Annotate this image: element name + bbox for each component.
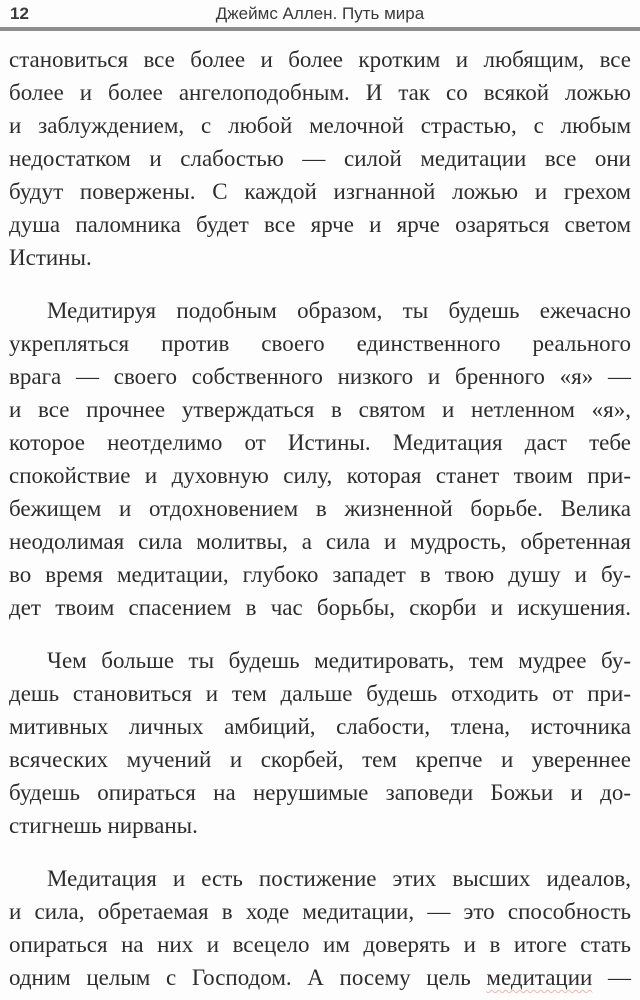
text-line: стигнешь нирваны.: [9, 813, 198, 838]
text-segment: одним целым с Господом. А посему цель: [9, 965, 487, 990]
spellcheck-marked-word: медитации: [486, 965, 593, 990]
page-text: [0, 31, 640, 994]
page-header: [0, 0, 640, 27]
paragraph: [9, 644, 631, 842]
text-line: дешь становиться и тем дальше будешь отходить от при-: [9, 681, 631, 706]
text-line: и все прочнее утверждаться в святом и нетленном «я»,: [9, 397, 631, 422]
text-line: укрепляться против своего единственного реального: [9, 331, 631, 356]
paragraph: [9, 43, 631, 274]
text-line: неодолимая сила молитвы, а сила и мудрость, обретенная: [9, 529, 631, 554]
text-line: Чем больше ты будешь медитировать, тем мудрее бу-: [47, 648, 631, 673]
text-line: дет твоим спасением в час борьбы, скорби и искушения.: [9, 595, 631, 620]
text-line: становиться все более и более кротким и любящим, все: [9, 47, 631, 72]
paragraph: [9, 294, 631, 624]
text-line: и заблуждением, с любой мелочной страстью, с любым: [9, 113, 631, 138]
text-line: врага — своего собственного низкого и бренного «я» —: [9, 364, 631, 389]
text-line: будут повержены. С каждой изгнанной ложью и грехом: [9, 179, 631, 204]
text-line: которое неотделимо от Истины. Медитация даст тебе: [9, 430, 631, 455]
text-line: Медитируя подобным образом, ты будешь ежечасно: [47, 298, 631, 323]
text-line: всяческих мучений и скорбей, тем крепче и увереннее: [9, 747, 631, 772]
text-line: более и более ангелоподобным. И так со всякой ложью: [9, 80, 631, 105]
text-line: и сила, обретаемая в ходе медитации, — это способность: [9, 899, 631, 924]
running-head: Джеймс Аллен. Путь мира: [215, 4, 425, 23]
text-line: будешь опираться на нерушимые заповеди Божьи и до-: [9, 780, 631, 805]
text-segment: —: [592, 965, 632, 990]
paragraph: [9, 862, 631, 994]
text-line: митивных личных амбиций, слабости, тлена, источника: [9, 714, 631, 739]
text-line: бежищем и отдохновением в жизненной борьбе. Велика: [9, 496, 631, 521]
text-line: душа паломника будет все ярче и ярче озаряться светом: [9, 212, 631, 237]
text-line: опираться на них и всецело им доверять и в итоге стать: [9, 932, 631, 957]
text-line: во время медитации, глубоко западет в твою душу и бу-: [9, 562, 631, 587]
text-line: недостатком и слабостью — силой медитации все они: [9, 146, 631, 171]
text-line: Истины.: [9, 245, 92, 270]
text-line: Медитация и есть постижение этих высших идеалов,: [47, 866, 631, 891]
page-number: 12: [10, 4, 29, 23]
text-line: [9, 961, 631, 994]
text-line: спокойствие и духовную силу, которая станет твоим при-: [9, 463, 631, 488]
